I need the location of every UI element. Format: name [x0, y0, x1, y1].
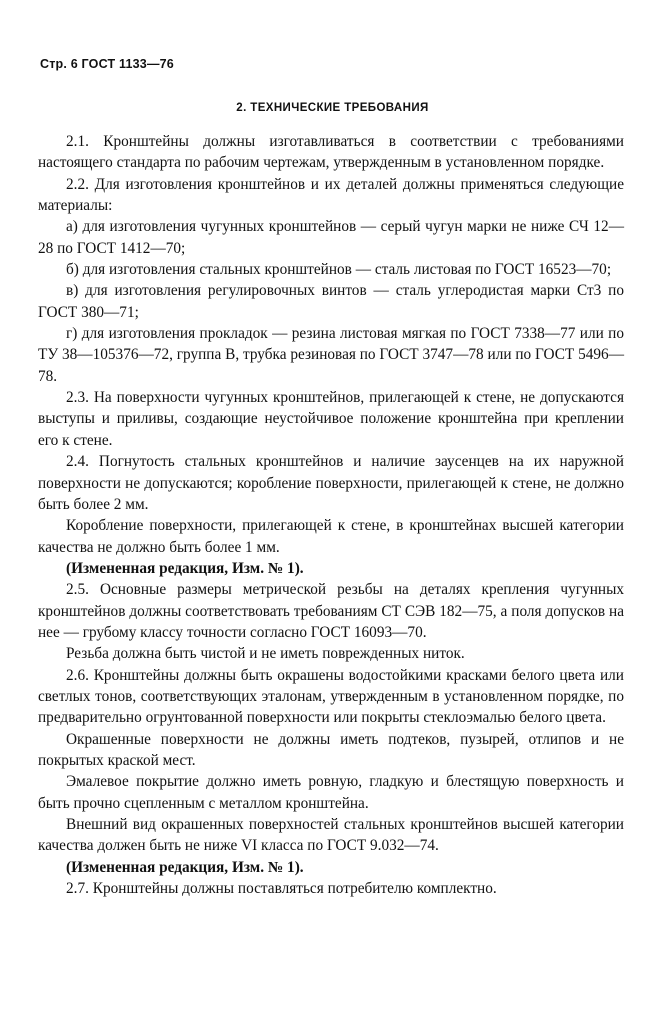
paragraph-2-4: 2.4. Погнутость стальных кронштейнов и наличие заусенцев на их наружной поверхности не допускаются; коробление поверхности, прилегающей к стене, не должно быть более 2 мм.	[38, 453, 624, 513]
paragraph-2-6: 2.6. Кронштейны должны быть окрашены водостойкими красками белого цвета или светлых тонов, соответствующих эталонам, утвержденным в установленном порядке, по предварительно огрунтованной поверхности или покрыты стеклоэмалью белого цвета.	[38, 666, 624, 727]
paragraph-2-4-cont: Коробление поверхности, прилегающей к стене, в кронштейнах высшей категории качества не должно быть более 1 мм.	[38, 517, 624, 556]
amendment-note: (Измененная редакция, Изм. № 1).	[66, 858, 304, 876]
paragraph-2-3: 2.3. На поверхности чугунных кронштейнов, прилегающей к стене, не допускаются выступы и приливы, создающие неустойчивое положение кронштейна при креплении его к стене.	[38, 389, 624, 449]
paragraph-2-5-cont: Резьба должна быть чистой и не иметь поврежденных ниток.	[66, 645, 465, 663]
list-item-v: в) для изготовления регулировочных винтов — сталь углеродистая марки Ст3 по ГОСТ 380—71;	[38, 282, 624, 321]
body-text	[38, 131, 624, 899]
paragraph-2-1: 2.1. Кронштейны должны изготавливаться в соответствии с требованиями настоящего стандарта по рабочим чертежам, утвержденным в установленном порядке.	[38, 133, 624, 172]
amendment-note: (Измененная редакция, Изм. № 1).	[66, 559, 304, 577]
paragraph-2-2: 2.2. Для изготовления кронштейнов и их деталей должны применяться следующие материалы:	[38, 175, 624, 215]
paragraph-2-5: 2.5. Основные размеры метрической резьбы на деталях крепления чугунных кронштейнов должны соответствовать требованиям СТ СЭВ 182—75, а поля допусков на нее — грубому классу точности согласно ГОСТ 16093—70.	[38, 581, 624, 641]
page-header: Стр. 6 ГОСТ 1133—76	[40, 57, 174, 71]
paragraph-2-7: 2.7. Кронштейны должны поставляться потребителю комплектно.	[66, 880, 497, 898]
list-item-b: б) для изготовления стальных кронштейнов — сталь листовая по ГОСТ 16523—70;	[66, 261, 612, 279]
paragraph-2-6-cont-1: Окрашенные поверхности не должны иметь подтеков, пузырей, отлипов и не покрытых краской мест.	[38, 730, 624, 769]
paragraph-2-6-cont-2: Эмалевое покрытие должно иметь ровную, гладкую и блестящую поверхность и быть прочно сцепленным с металлом кронштейна.	[38, 773, 624, 812]
list-item-g: г) для изготовления прокладок — резина листовая мягкая по ГОСТ 7338—77 или по ТУ 38—105376—72, группа В, трубка резиновая по ГОСТ 3747—78 или по ГОСТ 5496—78.	[38, 325, 624, 385]
list-item-a: а) для изготовления чугунных кронштейнов — серый чугун марки не ниже СЧ 12—28 по ГОСТ 1412—70;	[38, 218, 624, 257]
paragraph-2-6-cont-3: Внешний вид окрашенных поверхностей стальных кронштейнов высшей категории качества должен быть не ниже VI класса по ГОСТ 9.032—74.	[38, 816, 624, 855]
section-title: 2. ТЕХНИЧЕСКИЕ ТРЕБОВАНИЯ	[236, 102, 429, 114]
